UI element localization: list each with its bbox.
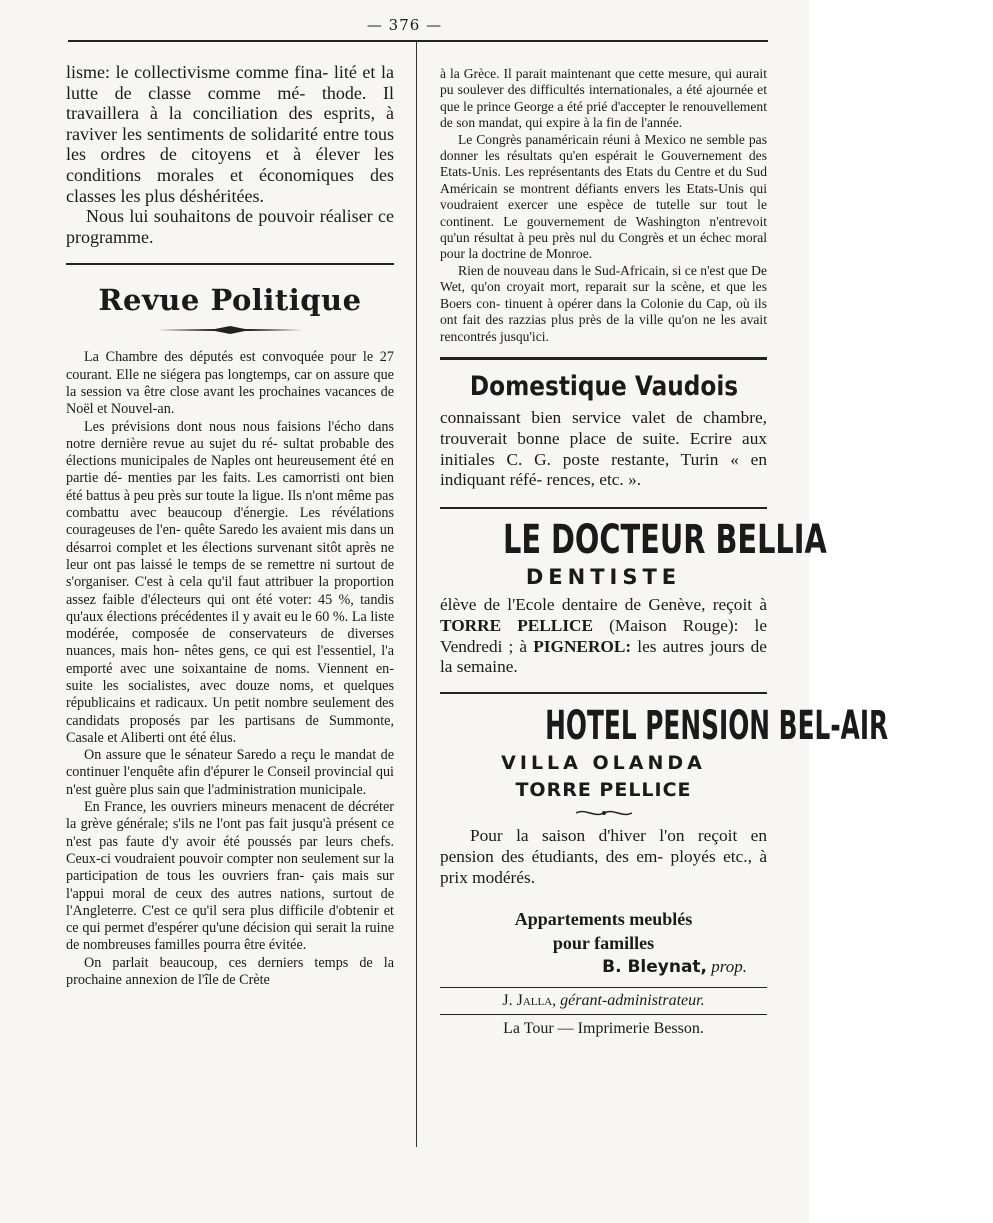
ad-rule bbox=[440, 357, 767, 360]
ad-hotel-owner-title: prop. bbox=[711, 956, 747, 976]
ad-hotel-apartments-line: Appartements meublés bbox=[514, 908, 693, 929]
ad-rule bbox=[440, 692, 767, 694]
intro-paragraph: lisme: le collectivisme comme fina- lité et la lutte de classe comme mé- thode. Il travaillera à la conciliation des esprits, à raviver les sentiments de solidarité entre tous les ordres de citoyens et à élever les conditions morales et économiques des classes les plus déshéritées. bbox=[66, 62, 394, 206]
header-rule bbox=[68, 40, 768, 42]
ad-hotel-apartments-line: pour familles bbox=[552, 932, 655, 953]
footer-rule bbox=[440, 1014, 767, 1015]
right-column bbox=[440, 66, 889, 1041]
ad-rule bbox=[440, 507, 767, 509]
intro-paragraph: Nous lui souhaitons de pouvoir réaliser ce programme. bbox=[66, 206, 394, 247]
ad-docteur-text: élève de l'Ecole dentaire de Genève, reçoit à bbox=[440, 595, 767, 615]
ad-docteur-place: TORRE PELLICE bbox=[440, 615, 594, 635]
ad-hotel-title: HOTEL PENSION BEL-AIR bbox=[545, 703, 889, 750]
ad-hotel-town: TORRE PELLICE bbox=[515, 779, 692, 802]
ad-hotel-apartments bbox=[440, 907, 767, 955]
ad-hotel-villa: VILLA OLANDA bbox=[501, 752, 706, 775]
manager-name: J. Jalla, bbox=[502, 991, 557, 1009]
column-divider bbox=[416, 42, 417, 1147]
ad-hotel-body: Pour la saison d'hiver l'on reçoit en pension des étudiants, des em- ployés etc., à prix modérés. bbox=[440, 826, 767, 887]
ad-docteur-title: LE DOCTEUR BELLIA bbox=[502, 517, 827, 564]
article-paragraph: En France, les ouvriers mineurs menacent de décréter la grève générale; s'ils ne l'ont pas fait jusqu'à présent ce n'est pas faute d'y avoir été poussés par leurs chefs. Ceux-ci voudraient pouvoir compter non seulement sur la participation de tous les ouvriers fran- çais mais sur l'appui moral de ceux des autres nations, surtout de l'Angleterre. C'est ce qu'il sera plus difficile d'obtenir et ce qui permet d'espérer qu'une décision qui serait la ruine de nombreuses familles pourra être évitée. bbox=[66, 799, 394, 954]
news-paragraph: Le Congrès panaméricain réuni à Mexico ne semble pas donner les résultats qu'en espérait le Gouvernement des Etats-Unis. Les représentants des Etats du Centre et du Sud Américain se montrent défiants envers les Etats-Unis qui voudraient exercer une espèce de tutelle sur tout le continent. Le gouvernement de Washington n'entrevoit qu'un résultat à peu près nul du Congrès et un échec moral pour la doctrine de Monroe. bbox=[440, 131, 767, 262]
ornament-flourish bbox=[574, 808, 634, 818]
printer-imprint: La Tour — Imprimerie Besson. bbox=[503, 1019, 704, 1037]
article-paragraph: On assure que le sénateur Saredo a reçu le mandat de continuer l'enquête afin d'épurer le Conseil provincial qui n'est guère plus sain que l'administration municipale. bbox=[66, 747, 394, 798]
political-review-article bbox=[66, 349, 394, 989]
ad-docteur-text: les autres jours de la semaine. bbox=[440, 636, 767, 677]
ad-hotel-owner: B. Bleynat, bbox=[602, 956, 707, 977]
ad-domestique-body: connaissant bien service valet de chambre, trouverait bonne place de suite. Ecrire aux initiales C. G. poste restante, Turin « en indiquant réfé- rences, etc. ». bbox=[440, 407, 767, 490]
news-paragraph: à la Grèce. Il parait maintenant que cette mesure, qui aurait pu soulever des difficultés internationales, a été ajournée et que le prince George a été prié d'accepter le renouvellement de son mandat, qui expire à la fin de l'année. bbox=[440, 66, 767, 131]
section-title: Revue Politique bbox=[98, 283, 362, 318]
ornament-flourish bbox=[155, 325, 305, 335]
ad-docteur-text: (Maison Rouge): le Vendredi ; à bbox=[440, 615, 767, 656]
news-paragraph: Rien de nouveau dans le Sud-Africain, si ce n'est que De Wet, qu'on croyait mort, reparait sur la scène, et que les Boers con- tinuent à opérer dans la Colonie du Cap, où ils ont fait des razzias plus près de la ville qu'on ne les avait rencontrés jusqu'ici. bbox=[440, 262, 767, 344]
left-column bbox=[66, 62, 394, 989]
news-continuation bbox=[440, 66, 767, 345]
ad-docteur-body bbox=[440, 595, 767, 678]
section-rule bbox=[66, 263, 394, 265]
footer-manager bbox=[440, 990, 767, 1012]
ad-hotel bbox=[440, 702, 889, 978]
article-paragraph: La Chambre des députés est convoquée pour le 27 courant. Elle ne siégera pas longtemps, car on assure que la session va être close avant les prochaines vacances de Noël et Nouvel-an. bbox=[66, 349, 394, 418]
ad-domestique bbox=[440, 370, 767, 491]
intro-text bbox=[66, 62, 394, 247]
ad-hotel-owner-line bbox=[440, 955, 767, 979]
ad-docteur-subtitle: DENTISTE bbox=[525, 565, 682, 590]
ad-docteur bbox=[440, 515, 827, 678]
article-paragraph: Les prévisions dont nous nous faisions l'écho dans notre dernière revue au sujet du ré- sultat probable des élections municipales de Naples ont heureusement été en partie dé- menties par les faits. Les camorristi ont bien été battus à peu près sur toute la ligue. Ils n'ont même pas combattu avec beaucoup d'énergie. Les révélations courageuses de l'en- quête Saredo les avaient mis dans un désarroi complet et les élections survenant sitôt après ne leur ont pas laissé le temps de se remettre ni surtout de s'organiser. C'est à cela qu'il faut attribuer la proportion assez faible d'électeurs qui ont été voter: 45 %, tandis qu'aux élections précédentes il y avait eu le 60 %. La liste modérée, composée de conservateurs de diverses nuances, mais hon- nêtes gens, ce qui est l'essentiel, l'a emporté avec une soixantaine de noms. Viennent en- suite les socialistes, avec douze noms, et quelques républicains et radicaux. Un petit nombre seulement des candidats proposés par les partisans de Summonte, Casale et Aliberti ont été élus. bbox=[66, 418, 394, 746]
ad-domestique-title: Domestique Vaudois bbox=[469, 370, 738, 402]
ad-docteur-place: PIGNEROL: bbox=[533, 636, 632, 656]
manager-title: gérant-administrateur. bbox=[560, 991, 705, 1009]
article-paragraph: On parlait beaucoup, ces derniers temps de la prochaine annexion de l'île de Crète bbox=[66, 954, 394, 989]
page-number: — 376 — bbox=[366, 16, 443, 34]
footer-rule bbox=[440, 987, 767, 988]
